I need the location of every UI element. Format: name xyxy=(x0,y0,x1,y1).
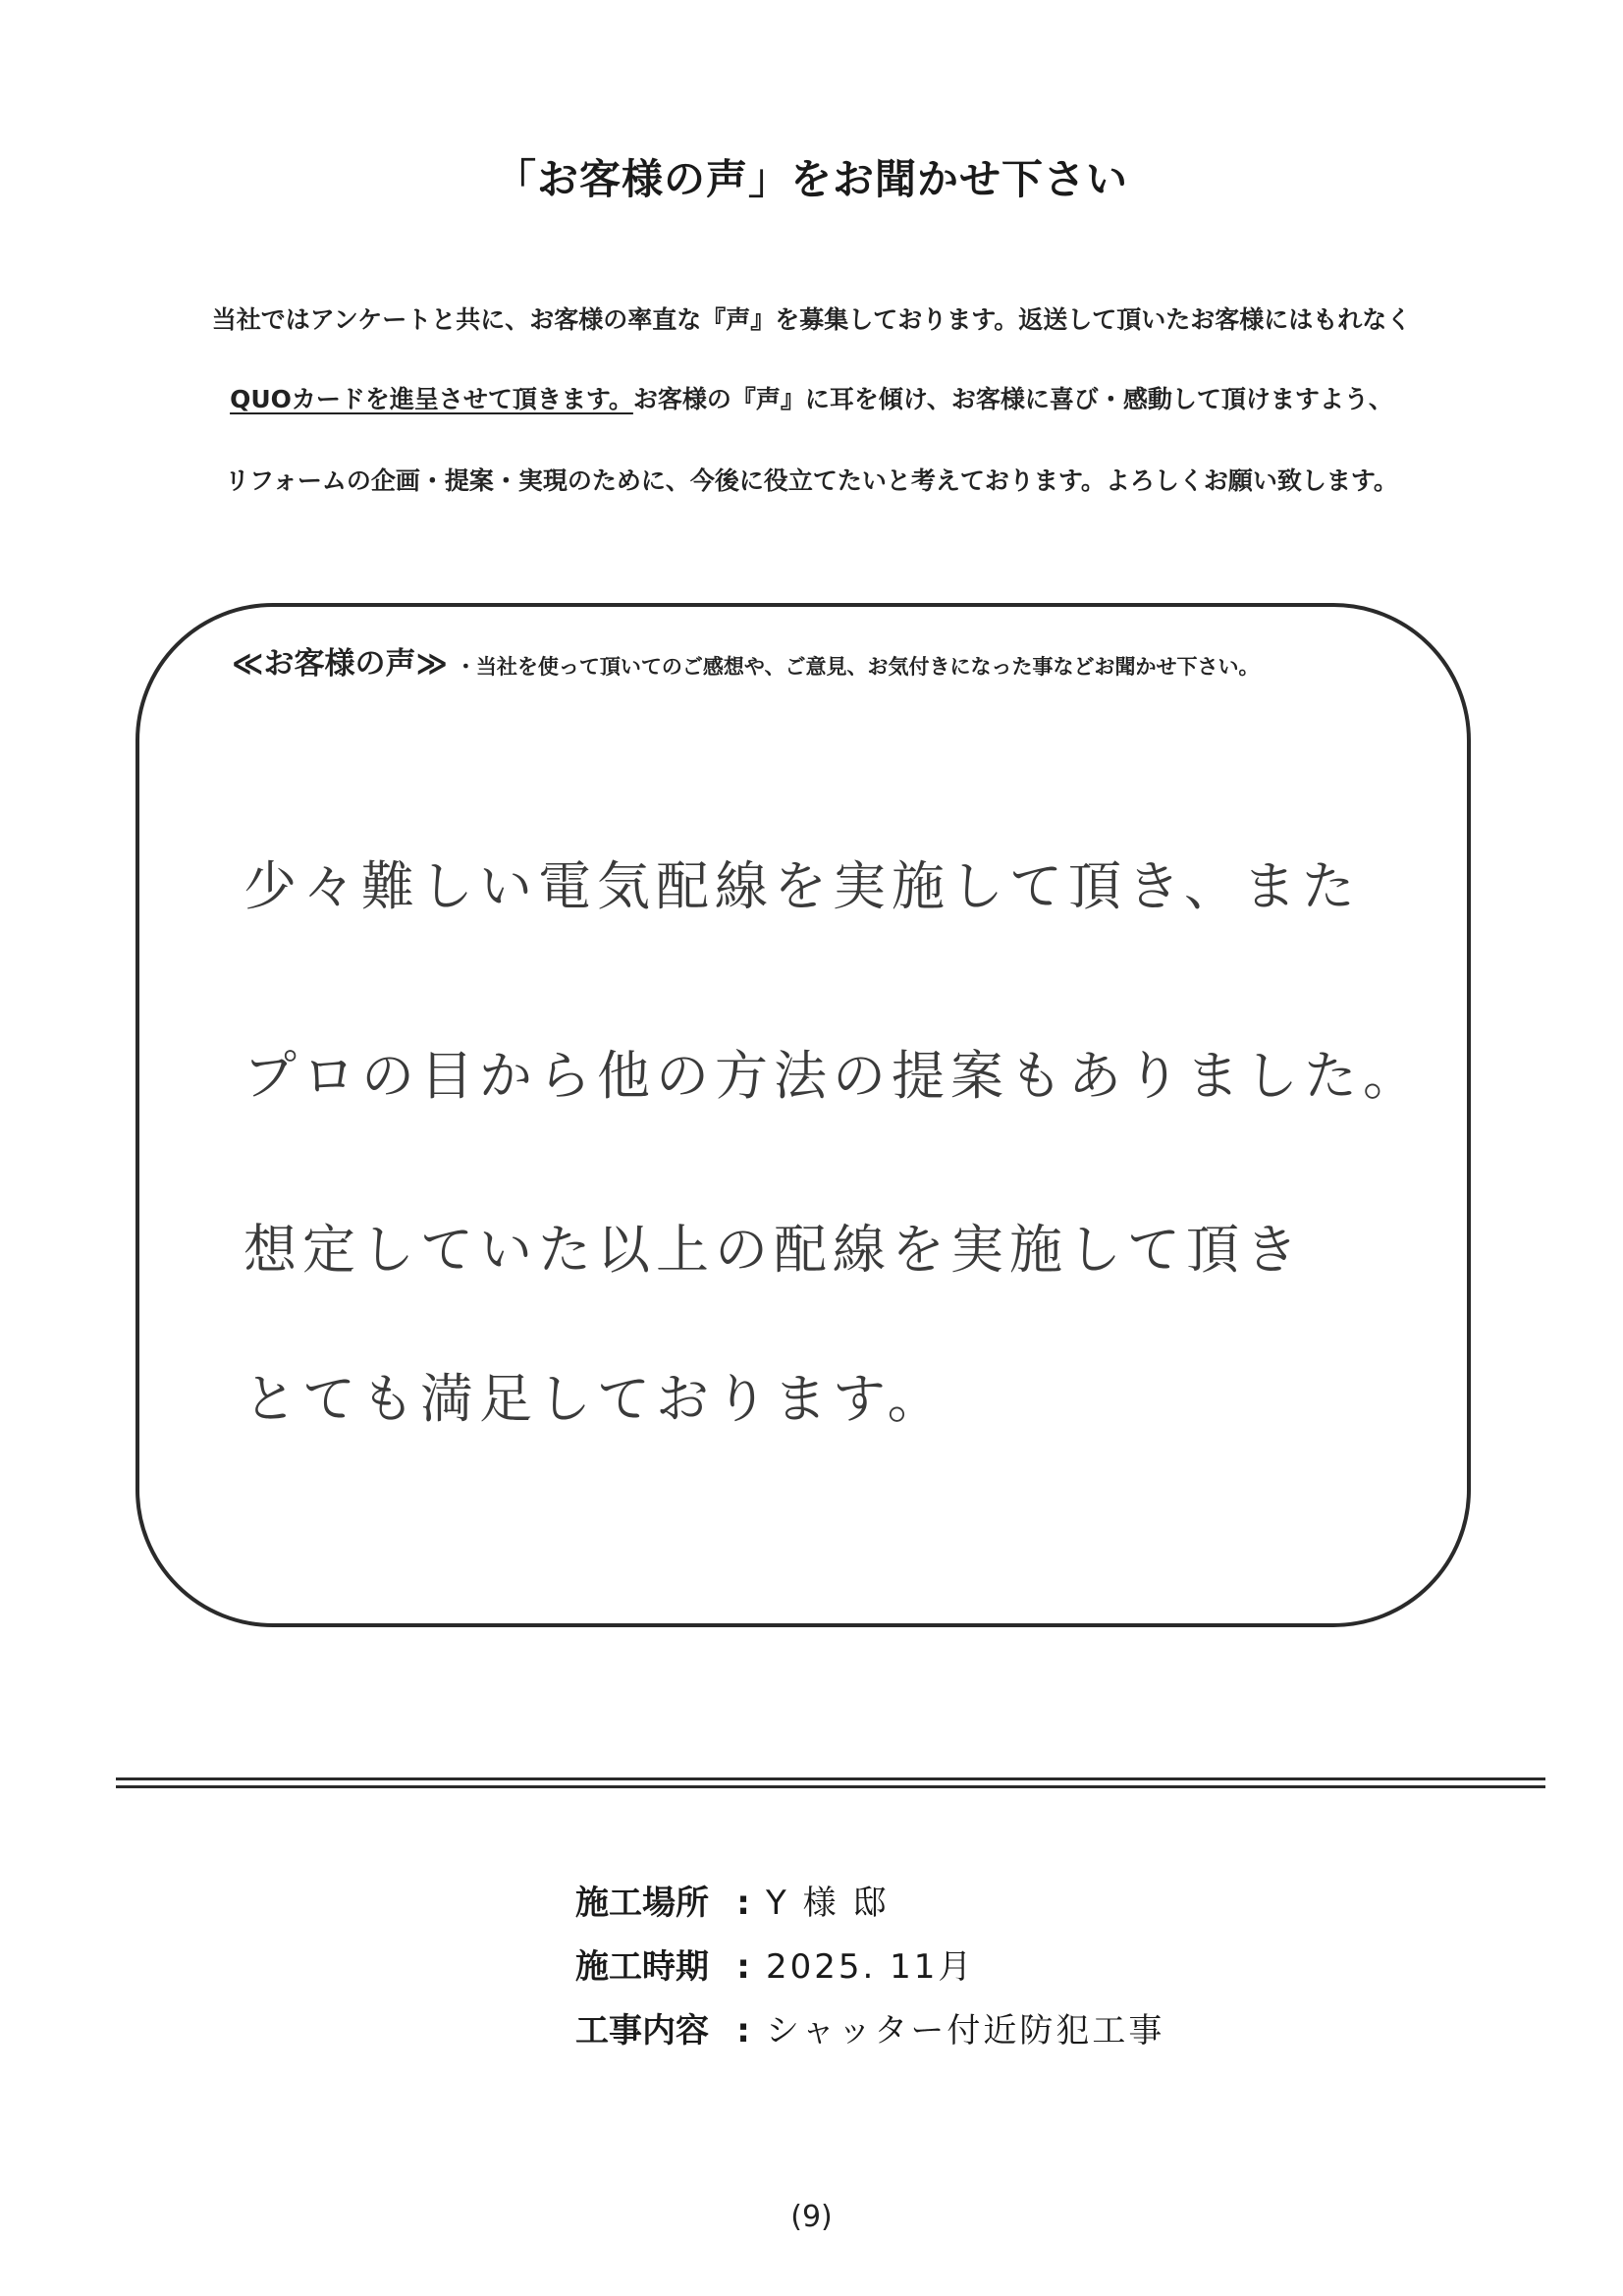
intro-line-1: 当社ではアンケートと共に、お客様の率直な『声』を募集しております。返送して頂いたお客様にはもれなく xyxy=(211,305,1412,334)
comment-line: プロの目から他の方法の提案もありました。 xyxy=(243,1045,1422,1107)
intro-line-2-rest: お客様の『声』に耳を傾け、お客様に喜び・感動して頂けますよう、 xyxy=(632,385,1393,413)
info-colon: : xyxy=(736,1947,750,1987)
info-label: 施工時期 xyxy=(575,1947,709,1987)
comment-line: とても満足しております。 xyxy=(243,1368,947,1430)
divider-line xyxy=(116,1777,1545,1780)
customer-voice-box xyxy=(135,603,1471,1627)
info-label: 工事内容 xyxy=(575,2011,709,2050)
info-row-location xyxy=(575,1876,889,1924)
info-colon: : xyxy=(736,2011,750,2050)
divider-line xyxy=(116,1785,1545,1788)
comment-line: 想定していた以上の配線を実施して頂き xyxy=(243,1219,1304,1281)
info-value: Y 様 邸 xyxy=(766,1884,890,1923)
voice-box-header xyxy=(232,638,1259,683)
quo-card-notice: QUOカードを進呈させて頂きます。 xyxy=(230,385,633,413)
info-value: 2025. 11月 xyxy=(766,1947,975,1987)
info-value: シャッター付近防犯工事 xyxy=(766,2011,1165,2050)
info-colon: : xyxy=(736,1884,750,1923)
intro-line-3: リフォームの企画・提案・実現のために、今後に役立てたいと考えております。よろしくお願い致します。 xyxy=(225,466,1398,495)
intro-line-2 xyxy=(0,380,1623,415)
page-number: (9) xyxy=(790,2200,833,2234)
info-row-work xyxy=(575,2003,1164,2051)
page-title: 「お客様の声」をお聞かせ下さい xyxy=(494,155,1128,203)
info-label: 施工場所 xyxy=(575,1884,709,1923)
info-row-period xyxy=(575,1940,974,1988)
comment-line: 少々難しい電気配線を実施して頂き、また xyxy=(243,855,1361,917)
voice-box-heading: ≪お客様の声≫ xyxy=(232,646,448,682)
voice-box-instruction: ・当社を使って頂いてのご感想や、ご意見、お気付きになった事などお聞かせ下さい。 xyxy=(455,655,1260,679)
